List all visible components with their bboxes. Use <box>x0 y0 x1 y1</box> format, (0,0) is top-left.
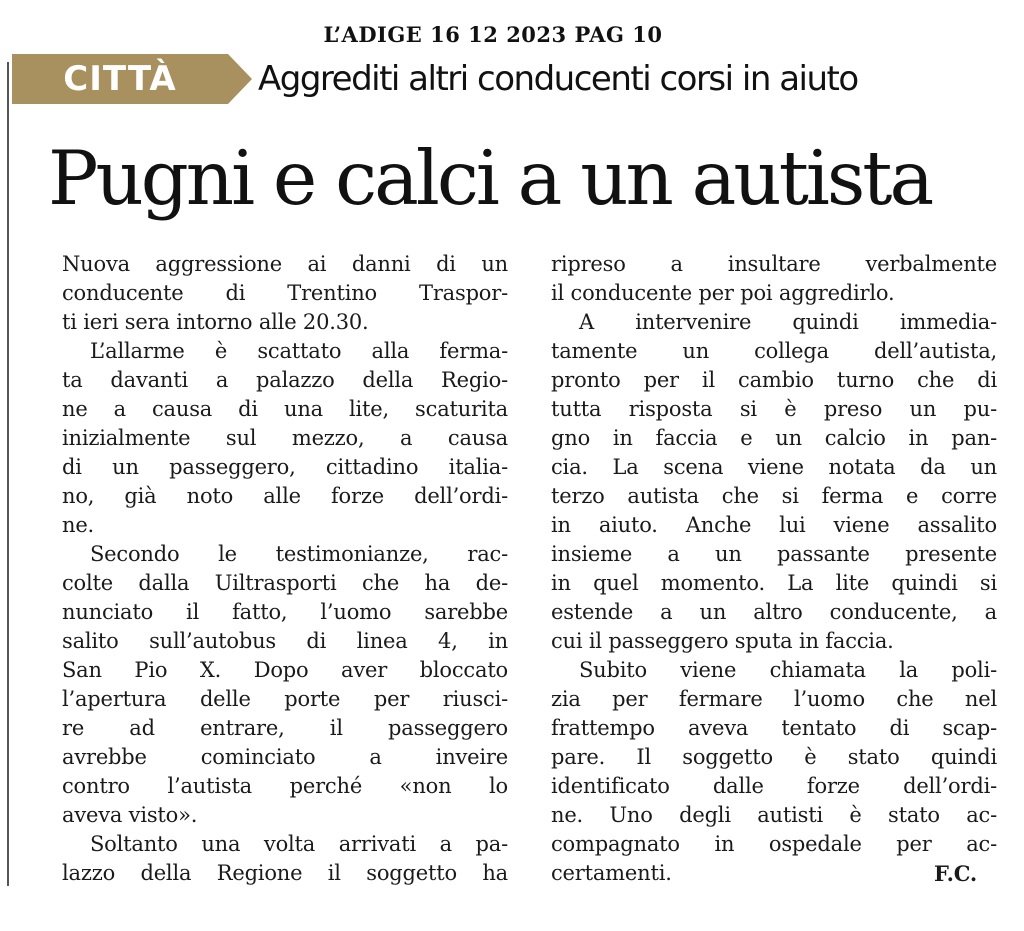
text-line: re ad entrare, il passeggero <box>62 716 508 740</box>
section-tag-label: CITTÀ <box>63 59 177 99</box>
text-line: il conducente per poi aggredirlo. <box>551 281 895 305</box>
text-line: frattempo aveva tentato di scap- <box>551 716 997 740</box>
text-line: avrebbe cominciato a inveire <box>62 745 508 769</box>
text-line: Subito viene chiamata la poli- <box>579 658 997 682</box>
final-line <box>551 859 997 888</box>
text-line: nunciato il fatto, l’uomo sarebbe <box>62 600 508 624</box>
source-citation: L’ADIGE 16 12 2023 PAG 10 <box>323 22 663 47</box>
text-line: l’apertura delle porte per riusci- <box>62 687 508 711</box>
section-tag <box>12 54 262 104</box>
text-line: ta davanti a palazzo della Regio- <box>62 368 508 392</box>
text-line: tutta risposta si è preso un pu- <box>551 397 997 421</box>
text-line: certamenti. <box>551 861 672 885</box>
author-signature: F.C. <box>934 861 977 886</box>
text-line: Nuova aggressione ai danni di un <box>62 252 508 276</box>
text-line: in aiuto. Anche lui viene assalito <box>551 513 997 537</box>
text-line: A intervenire quindi immedia- <box>579 310 997 334</box>
text-line: ne. <box>62 513 95 537</box>
text-line: aveva visto». <box>62 803 198 827</box>
text-line: lazzo della Regione il soggetto ha <box>62 861 508 885</box>
kicker: Aggrediti altri conducenti corsi in aiuto <box>258 59 858 99</box>
text-line: ti ieri sera intorno alle 20.30. <box>62 310 369 334</box>
article-column-left <box>62 250 508 888</box>
text-line: colte dalla Uiltrasporti che ha de- <box>62 571 508 595</box>
left-rule <box>7 62 9 886</box>
text-line: Soltanto una volta arrivati a pa- <box>90 832 508 856</box>
headline: Pugni e calci a un autista <box>48 134 932 222</box>
text-line: San Pio X. Dopo aver bloccato <box>62 658 508 682</box>
text-line: insieme a un passante presente <box>551 542 997 566</box>
text-line: L’allarme è scattato alla ferma- <box>90 339 508 363</box>
text-line: ne. Uno degli autisti è stato ac- <box>551 803 997 827</box>
text-line: contro l’autista perché «non lo <box>62 774 508 798</box>
article-column-right <box>551 250 997 888</box>
text-line: ne a causa di una lite, scaturita <box>62 397 508 421</box>
text-line: identificato dalle forze dell’ordi- <box>551 774 997 798</box>
text-line: zia per fermare l’uomo che nel <box>551 687 997 711</box>
text-line: cia. La scena viene notata da un <box>551 455 997 479</box>
text-line: no, già noto alle forze dell’ordi- <box>62 484 508 508</box>
text-line: terzo autista che si ferma e corre <box>551 484 997 508</box>
text-line: tamente un collega dell’autista, <box>551 339 997 363</box>
text-line: di un passeggero, cittadino italia- <box>62 455 508 479</box>
text-line: in quel momento. La lite quindi si <box>551 571 997 595</box>
text-line: Secondo le testimonianze, rac- <box>90 542 508 566</box>
text-line: inizialmente sul mezzo, a causa <box>62 426 508 450</box>
text-line: ripreso a insultare verbalmente <box>551 252 997 276</box>
text-line: conducente di Trentino Traspor- <box>62 281 508 305</box>
text-line: gno in faccia e un calcio in pan- <box>551 426 997 450</box>
text-line: salito sull’autobus di linea 4, in <box>62 629 508 653</box>
text-line: estende a un altro conducente, a <box>551 600 997 624</box>
text-line: compagnato in ospedale per ac- <box>551 832 997 856</box>
text-line: pronto per il cambio turno che di <box>551 368 997 392</box>
text-line: cui il passeggero sputa in faccia. <box>551 629 894 653</box>
text-line: pare. Il soggetto è stato quindi <box>551 745 997 769</box>
